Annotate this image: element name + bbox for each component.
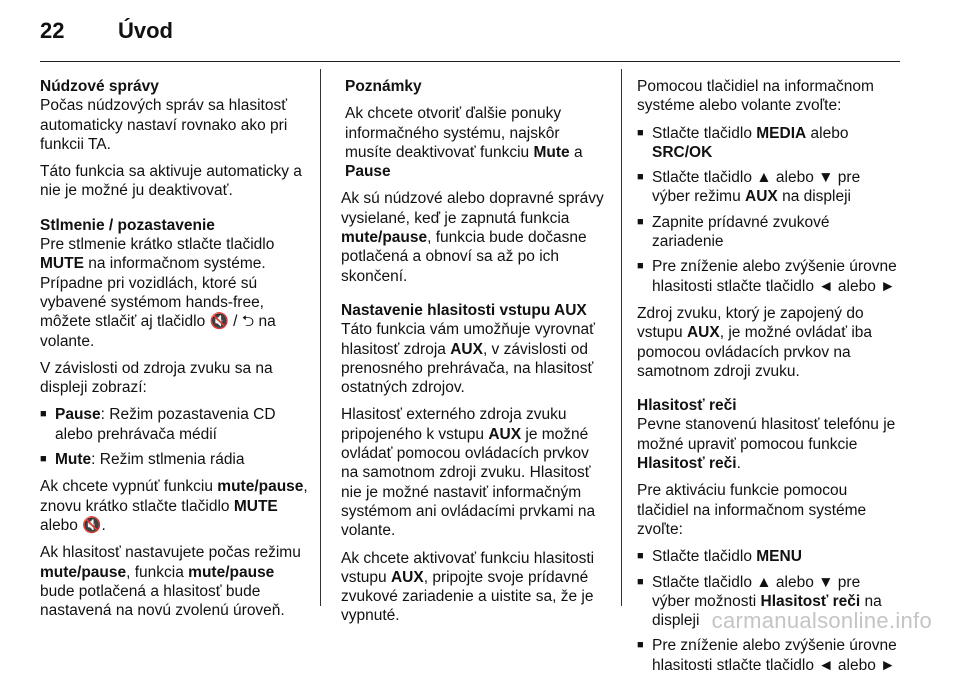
mute-icon: 🔇	[209, 313, 229, 331]
up-arrow-icon: ▲	[756, 169, 772, 187]
list-item: ■ Pre zníženie alebo zvýšenie úrovne hlasitosti stlačte tlačidlo ◄ alebo ►	[637, 257, 902, 296]
list-item: ■ Mute: Režim stlmenia rádia	[40, 450, 308, 469]
list-item: ■ Stlačte tlačidlo ▲ alebo ▼ pre výber režimu AUX na displeji	[637, 168, 902, 207]
paragraph: Táto funkcia sa aktivuje automaticky a nie je možné ju deaktivovať.	[40, 163, 302, 200]
right-arrow-icon: ►	[880, 656, 896, 674]
page-title: Úvod	[118, 18, 173, 43]
paragraph: Zdroj zvuku, ktorý je zapojený do vstupu AUX, je možné ovládať iba pomocou ovládacích prvkov na samotnom zdroji zvuku.	[637, 304, 873, 380]
bullet-list	[40, 405, 308, 469]
page-number: 22	[40, 18, 65, 43]
note-title: Poznámky	[345, 78, 422, 95]
paragraph: Hlasitosť externého zdroja zvuku pripojeného k vstupu AUX je možné ovládať pomocou ovládacích prvkov na samotnom zdroji zvuku. Hlasitosť nie je možné nastaviť informačným systémom ani ovládacími prvkami na volante.	[341, 406, 596, 540]
list-item: ■ Stlačte tlačidlo ▲ alebo ▼ pre výber možnosti Hlasitosť reči na displeji	[637, 573, 902, 631]
note-box	[341, 77, 607, 181]
section-heading: Núdzové správy	[40, 78, 159, 95]
paragraph: Pre aktiváciu funkcie pomocou tlačidiel na informačnom systéme zvoľte:	[637, 482, 867, 538]
up-arrow-icon: ▲	[756, 573, 772, 591]
list-item: ■ Stlačte tlačidlo MENU	[637, 547, 902, 566]
list-item: ■ Pre zníženie alebo zvýšenie úrovne hlasitosti stlačte tlačidlo ◄ alebo ►	[637, 636, 902, 675]
paragraph: Táto funkcia vám umožňuje vyrovnať hlasitosť zdroja AUX, v závislosti od prenosného prehrávača, na hlasitosť ostatných zdrojov.	[341, 321, 595, 397]
left-arrow-icon: ◄	[818, 277, 834, 295]
right-arrow-icon: ►	[880, 277, 896, 295]
paragraph: Pevne stanovenú hlasitosť telefónu je možné upraviť pomocou funkcie Hlasitosť reči.	[637, 416, 896, 473]
section-heading: Hlasitosť reči	[637, 397, 737, 415]
paragraph: Pomocou tlačidiel na informačnom systéme alebo volante zvoľte:	[637, 78, 874, 115]
paragraph: Ak sú núdzové alebo dopravné správy vysielané, keď je zapnutá funkcia mute/pause, funkcia bude dočasne potlačená a obnoví sa až po ich skončení.	[341, 190, 604, 285]
column-middle	[341, 77, 607, 634]
column-divider	[621, 69, 622, 606]
paragraph: Ak hlasitosť nastavujete počas režimu mute/pause, funkcia mute/pause bude potlačená a hlasitosť bude nastavená na novú zvolenú úroveň.	[40, 544, 301, 620]
paragraph: Pre stlmenie krátko stlačte tlačidlo MUTE na informačnom systéme. Prípadne pri vozidlách, ktoré sú vybavené systémom hands-free, môžete stlačiť aj tlačidlo 🔇 / ⮌ na volante.	[40, 236, 276, 350]
section-heading: Nastavenie hlasitosti vstupu AUX	[341, 301, 587, 319]
section-heading: Stlmenie / pozastavenie	[40, 216, 215, 234]
paragraph: Počas núdzových správ sa hlasitosť automaticky nastaví rovnako ako pri funkcii TA.	[40, 97, 288, 153]
down-arrow-icon: ▼	[818, 573, 834, 591]
note-text: Ak chcete otvoriť ďalšie ponuky informačného systému, najskôr musíte deaktivovať funkciu Mute a Pause	[345, 105, 583, 181]
list-item: ■ Pause: Režim pozastavenia CD alebo prehrávača médií	[40, 405, 308, 444]
header-rule	[40, 61, 900, 62]
paragraph: V závislosti od zdroja zvuku sa na displeji zobrazí:	[40, 359, 273, 397]
list-item: ■ Stlačte tlačidlo MEDIA alebo SRC/OK	[637, 124, 902, 163]
watermark: carmanualsonline.info	[711, 608, 932, 633]
down-arrow-icon: ▼	[818, 169, 834, 187]
list-item: ■ Zapnite prídavné zvukové zariadenie	[637, 213, 902, 252]
column-left	[40, 77, 308, 628]
column-divider	[320, 69, 321, 606]
bullet-list	[637, 124, 902, 296]
column-right	[637, 77, 902, 683]
left-arrow-icon: ◄	[818, 656, 834, 674]
back-arrow-icon: ⮌	[241, 313, 255, 331]
paragraph: Ak chcete aktivovať funkciu hlasitosti vstupu AUX, pripojte svoje prídavné zvukové zariadenie a uistite sa, že je vypnuté.	[341, 549, 595, 625]
mute-icon: 🔇	[82, 516, 102, 534]
paragraph: Ak chcete vypnúť funkciu mute/pause, znovu krátko stlačte tlačidlo MUTE alebo 🔇.	[40, 478, 308, 534]
